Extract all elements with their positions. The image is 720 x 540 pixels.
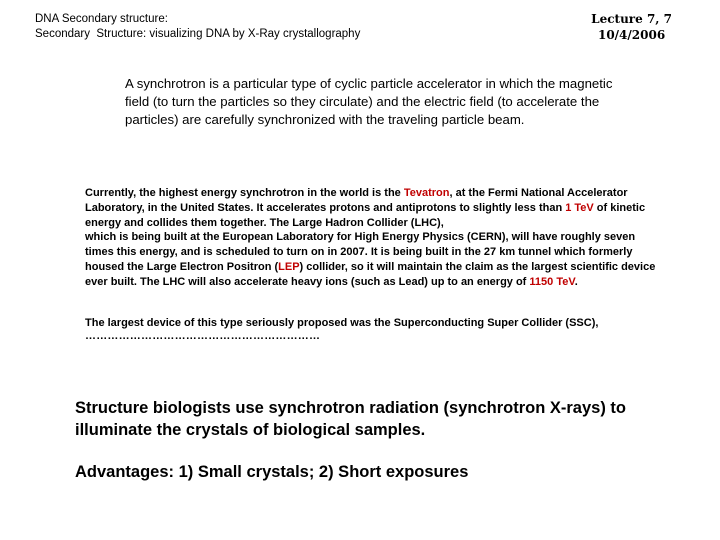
- header-title: DNA Secondary structure:: [35, 13, 168, 25]
- synchrotron-details: [85, 186, 660, 290]
- slide-header: [35, 12, 360, 42]
- lecture-info: [591, 11, 672, 43]
- details-text-5: .: [574, 275, 578, 288]
- details-text-1: Currently, the highest energy synchrotron in the world is the: [85, 187, 404, 199]
- details-text-3: of kinetic energy and collides them together. The Large Hadron Collider (LHC), which is being built at the European Laboratory for High Energy Physics (CERN), will have roughly seven times this energy, and is scheduled to turn on in 2007. It is being built in the 27 km tunnel which formerly housed the Large Electron Positron (: [85, 201, 646, 273]
- ellipsis-dots: ………………………………………………………: [85, 330, 321, 342]
- lep-term: LEP: [278, 260, 300, 273]
- lecture-date: 10/4/2006: [597, 28, 666, 42]
- tev-1150-term: 1150 TeV: [529, 275, 575, 288]
- advantages-statement: Advantages: 1) Small crystals; 2) Short exposures: [75, 463, 469, 481]
- tevatron-term: Tevatron: [403, 187, 450, 199]
- details-text-2: , at the Fermi National Accelerator Laboratory, in the United States. It accelerates protons and antiprotons to slightly less than: [85, 187, 628, 214]
- header-subtitle: Secondary Structure: visualizing DNA by X-Ray crystallography: [35, 28, 361, 40]
- tev-term: 1 TeV: [565, 201, 594, 214]
- ssc-note: The largest device of this type seriously proposed was the Superconducting Super Collider (SSC),: [85, 317, 599, 329]
- synchrotron-definition: A synchrotron is a particular type of cyclic particle accelerator in which the magnetic field (to turn the particles so they circulate) and the electric field (to accelerate the particles) are carefully synchronized with the traveling particle beam.: [125, 76, 613, 127]
- structure-biology-statement: Structure biologists use synchrotron radiation (synchrotron X-rays) to illuminate the crystals of biological samples.: [75, 399, 626, 439]
- lecture-number: Lecture 7, 7: [591, 12, 672, 26]
- details-text-4: ) collider, so it will maintain the claim as the largest scientific device ever built. The LHC will also accelerate heavy ions (such as Lead) up to an energy of: [85, 260, 656, 288]
